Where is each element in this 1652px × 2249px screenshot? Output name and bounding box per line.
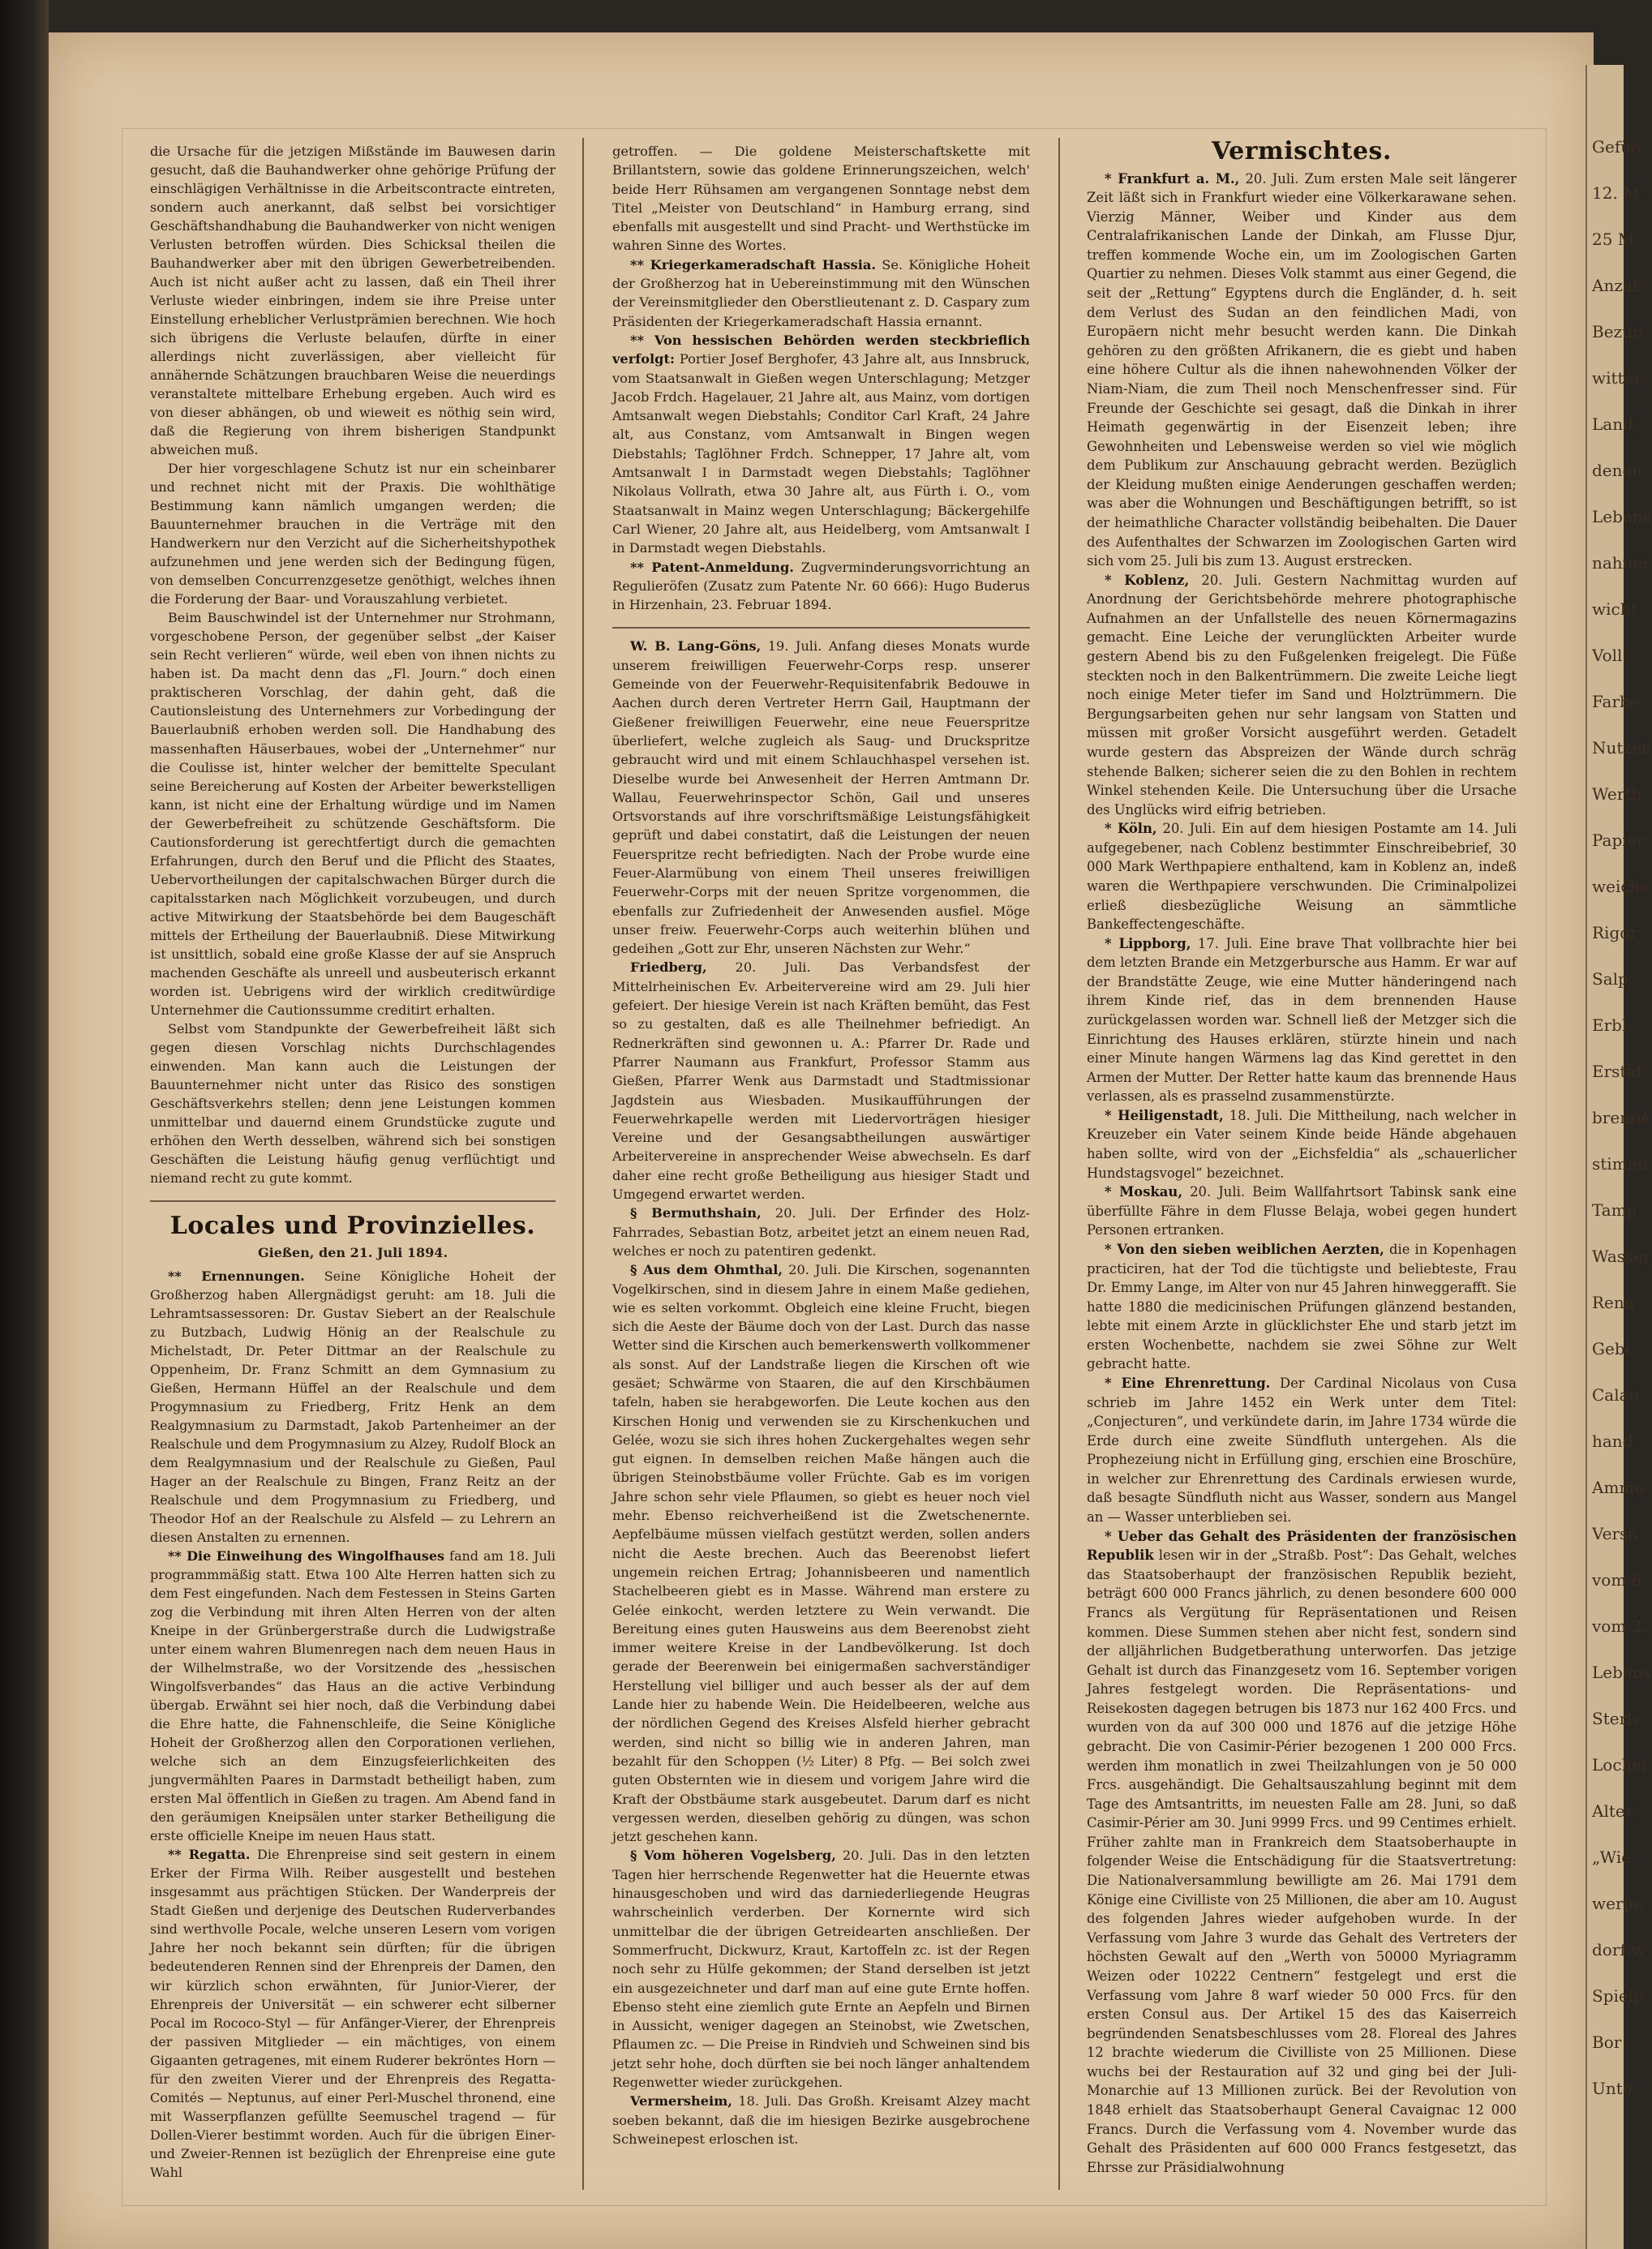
- adjacent-page-fragment: Versä: [1592, 1524, 1638, 1543]
- item-text: 20. Juli. Das Verbandsfest der Mittelrheinischen Ev. Arbeitervereine wird am 29. Juli hier gefeiert. Der hiesige Verein ist nach Kräften bemüht, das Fest so zu gestalten, daß es alle Theilnehmer befriedigt. An Rednerkräften sind gewonnen u. A.: Pfarrer Dr. Rade und Pfarrer Naumann aus Frankfurt, Professor Stamm aus Gießen, Pfarrer Wenk aus Darmstadt und Stadtmissionar Jagdstein aus Wiesbaden. Musikaufführungen der Feuerwehrkapelle werden mit Liedervorträgen hiesiger Vereine und der Gesangsabtheilungen auswärtiger Arbeitervereine in ansprechender Weise abwechseln. Es darf daher eine recht große Betheiligung aus hiesiger Stadt und Umgegend erwartet werden.: [612, 959, 1030, 1203]
- adjacent-page-fragment: wicht: [1592, 599, 1637, 619]
- item-text: 18. Juli. Die Mittheilung, nach welcher in Kreuzeber ein Vater seinem Kinde beide Hände abgehauen haben sollte, wird von der „Eichsfeldia“ als „schauerlicher Hundstagsvogel“ bezeichnet.: [1087, 1107, 1517, 1181]
- adjacent-page-fragment: vom 6.: [1592, 1570, 1647, 1590]
- item-text: 17. Juli. Eine brave That vollbrachte hier bei dem letzten Brande ein Metzgerbursche aus Hamm. Er war auf der Brandstätte Zeuge, wie eine Mutter händeringend nach ihrem Kinde rief, das in dem brennenden Hause zurückgelassen worden war. Schnell ließ der Metzger sich die Einrichtung des Hauses erklären, stürzte hinein und nach einer Minute hangen Wärmens lag das Kind gerettet in den Armen der Mutter. Der Retter hatte kaum das brennende Haus verlassen, als es prasselnd zusammenstürzte.: [1087, 935, 1517, 1105]
- article-text: die Ursache für die jetzigen Mißstände im Bauwesen darin gesucht, daß die Bauhandwerker ohne gehörige Prüfung der einschlägigen Verhältnisse in die Arbeitscontracte eintreten, sondern auch anerkannt, daß selbst bei vorsichtiger Geschäftshandhabung die Bauhandwerker von nicht wenigen Verlusten betroffen würden. Dies Schicksal theilen die Bauhandwerker aber mit den übrigen Gewerbetreibenden. Auch ist nicht außer acht zu lassen, daß ein Theil ihrer Verluste wieder einbringen, indem sie ihre Preise unter Einstellung erheblicher Verlustprämien berechnen. Wie hoch sich übrigens die Verluste belaufen, dürfte in einer allerdings nicht zuverlässigen, aber vielleicht für annähernde Schätzungen brauchbaren Weise die neuerdings veranstaltete mittelbare Erhebung ergeben. Auch wird es von dieser abhängen, ob und wieweit es nöthig sein wird, daß die Regierung von ihrem bisherigen Standpunkt abweichen muß.: [150, 144, 556, 458]
- item-text: lesen wir in der „Straßb. Post“: Das Gehalt, welches das Staatsoberhaupt der französischen Republik bezieht, beträgt 600 000 Francs jährlich, zu denen besondere 600 000 Francs als Vergütung für Repräsentationen und Reisen kommen. Diese Summen stehen aber nicht fest, sondern sind der alljährlichen Budgetberathung unterworfen. Das jetzige Gehalt ist durch das Finanzgesetz vom 16. September vorigen Jahres festgelegt worden. Die Repräsentations- und Reisekosten dagegen betrugen bis 1873 nur 162 400 Frcs. und wurden von da auf 300 000 und 1876 auf die jetzige Höhe gebracht. Die von Casimir-Périer bezogenen 1 200 000 Frcs. werden ihm monatlich in zwei Theilzahlungen von je 50 000 Frcs. ausgehändigt. Die Gehaltsauszahlung beginnt mit dem Tage des Amtsantritts, im neuesten Falle am 28. Juni, so daß Casimir-Périer am 30. Juni 9999 Frcs. und 99 Centimes erhielt. Früher zahlte man in Frankreich dem Staatsoberhaupte in folgender Weise die Entschädigung für die Staatsvertretung: Die Nationalversammlung bewilligte am 26. Mai 1791 dem Könige eine Civilliste von 25 Millionen, die aber am 10. August des folgenden Jahres wieder aufgehoben wurde. In der Verfassung vom Jahre 3 wurde das Gehalt des Vertreters der höchsten Gewalt auf den „Werth von 50000 Myriagramm Weizen oder 10222 Centnern“ festgelegt und erst die Verfassung vom Jahre 8 warf wieder 50 000 Frcs. für den ersten Consul aus. Der Artikel 15 des das Kaiserreich begründenden Senatsbeschlusses vom 28. Floreal des Jahres 12 brachte wiederum die Civilliste von 25 Millionen. Diese wuchs bei der Restauration auf 32 und ging bei der Juli-Monarchie auf 13 Millionen zurück. Bei der Revolution von 1848 erhielt das Staatsoberhaupt General Cavaignac 12 000 Francs. Durch die Verfassung vom 4. November wurde das Gehalt des Präsidenten auf 600 000 Francs festgesetzt, das Ehrsse zur Präsidialwohnung: [1087, 1547, 1517, 2175]
- column-rule-2: [1058, 138, 1060, 2190]
- section-divider: [612, 627, 1030, 629]
- adjacent-page-fragment: Erstat: [1592, 1062, 1643, 1081]
- adjacent-page-fragment: dorf w: [1592, 1940, 1646, 1959]
- adjacent-page-fragment: Bor: [1592, 2032, 1622, 2052]
- adjacent-page-fragment: Erbl: [1592, 1015, 1628, 1035]
- item-lead: ** Patent-Anmeldung.: [630, 559, 794, 575]
- item-text: 20. Juli. Der Erfinder des Holz-Fahrrades, Sebastian Botz, arbeitet jetzt an einem neuen Rad, welches er noch zu patentiren gedenkt.: [612, 1205, 1030, 1259]
- item-lead: * Eine Ehrenrettung.: [1105, 1376, 1271, 1391]
- item-lead: ** Ernennungen.: [168, 1268, 305, 1284]
- item-text: Seine Königliche Hoheit der Großherzog haben Allergnädigst geruht: am 18. Juli die Lehramtsassessoren: Dr. Gustav Siebert an der Realschule zu Butzbach, Ludwig Hönig an der Realschule zu Michelstadt, Dr. Peter Dittmar an der Realschule zu Oppenheim, Dr. Franz Schmitt an dem Gymnasium zu Gießen, Hermann Hüffel an der Realschule und dem Progymnasium zu Friedberg, Fritz Henk an dem Realgymnasium zu Darmstadt, Jakob Partenheimer an der Realschule und dem Progymnasium zu Alzey, Rudolf Block an dem Realgymnasium und der Realschule zu Gießen, Paul Hager an der Realschule zu Bingen, Franz Reitz an der Realschule und dem Progymnasium zu Friedberg, und Theodor Hof an der Realschule zu Alsfeld — zu Lehrern an diesen Anstalten zu ernennen.: [150, 1268, 556, 1546]
- item-text: Portier Josef Berghofer, 43 Jahre alt, aus Innsbruck, vom Staatsanwalt in Gießen wegen Unterschlagung; Metzger Jacob Frdch. Hagelauer, 21 Jahre alt, aus Mainz, vom dortigen Amtsanwalt wegen Diebstahls; Conditor Carl Kraft, 24 Jahre alt, aus Constanz, vom Amtsanwalt in Bingen wegen Diebstahls; Taglöhner Frdch. Schnepper, 17 Jahre alt, vom Amtsanwalt I in Darmstadt wegen Diebstahls; Taglöhner Nikolaus Vollrath, etwa 30 Jahre alt, aus Fürth i. O., vom Staatsanwalt in Mainz wegen Unterschlagung; Bäckergehilfe Carl Wiener, 20 Jahre alt, aus Heidelberg, vom Amtsanwalt I in Darmstadt wegen Diebstahls.: [612, 351, 1030, 556]
- adjacent-page-fragment: brenne: [1592, 1108, 1650, 1127]
- section-heading-locales: Locales und Provinzielles.: [169, 1211, 536, 1240]
- section-divider: [150, 1200, 556, 1202]
- item-text: Zugverminderungsvorrichtung an Regulieröfen (Zusatz zum Patente Nr. 60 666): Hugo Buderus in Hirzenhain, 23. Februar 1894.: [612, 559, 1030, 613]
- item-text: 18. Juli. Das Großh. Kreisamt Alzey macht soeben bekannt, daß die im hiesigen Bezirke ausgebrochene Schweinepest erloschen ist.: [612, 2093, 1030, 2147]
- adjacent-page-fragment: Salp: [1592, 969, 1628, 989]
- adjacent-page-fragment: Anzah: [1592, 276, 1643, 295]
- item-text: die in Kopenhagen practiciren, hat der Tod die tüchtigste und beliebteste, Frau Dr. Emmy Lange, im Alter von nur 45 Jahren hinweggerafft. Sie hatte 1880 die medicinischen Prüfungen glänzend bestanden, lebte mit einem Arzte in glücklichster Ehe und starb jetzt im ersten Wochenbette, nachdem sie zwei Söhne zur Welt gebracht hatte.: [1087, 1241, 1517, 1372]
- adjacent-page-fragment: denen: [1592, 461, 1643, 480]
- dateline: Gießen, den 21. Juli 1894.: [257, 1244, 448, 1260]
- item-lead: * Heiligenstadt,: [1105, 1107, 1224, 1123]
- item-lead: § Aus dem Ohmthal,: [630, 1262, 783, 1278]
- item-lead: § Bermuthshain,: [630, 1205, 762, 1221]
- item-lead: ** Von hessischen Behörden werden steckbrieflich verfolgt:: [612, 332, 1030, 367]
- adjacent-page-fragment: werpe: [1592, 1894, 1644, 1913]
- column-rule-1: [582, 138, 584, 2190]
- adjacent-page-fragment: „Wie: [1592, 1848, 1632, 1867]
- item-lead: * Moskau,: [1105, 1184, 1183, 1200]
- adjacent-page-fragment: Werth: [1592, 784, 1642, 804]
- column-3: [1087, 137, 1517, 2177]
- adjacent-page-fragment: vom 2.: [1592, 1616, 1647, 1636]
- book-binding: [0, 0, 49, 2249]
- adjacent-page-edge: [1585, 65, 1652, 2249]
- adjacent-page-fragment: Alter: [1592, 1801, 1633, 1821]
- item-lead: W. B. Lang-Göns,: [630, 638, 762, 655]
- adjacent-page-fragment: Nutzen: [1592, 738, 1652, 758]
- item-lead: Vermersheim,: [630, 2093, 732, 2110]
- column-2: [612, 142, 1030, 2148]
- item-lead: § Vom höheren Vogelsberg,: [630, 1848, 836, 1864]
- item-lead: Friedberg,: [630, 959, 707, 976]
- item-text: Der Cardinal Nicolaus von Cusa schrieb im Jahre 1452 ein Werk unter dem Titel: „Conjecturen“, und verkündete darin, im Jahre 1734 würde die Erde durch eine zweite Sündfluth untergehen. Als die Prophezeiung nicht in Erfüllung ging, erschien eine Broschüre, in welcher zur Ehrenrettung des Cardinals erwiesen wurde, daß besagte Sündfluth nicht aus Wasser, sondern aus Mangel an — Wasser unterblieben sei.: [1087, 1376, 1517, 1526]
- adjacent-page-fragment: nahme: [1592, 553, 1648, 573]
- adjacent-page-fragment: Tamp: [1592, 1200, 1637, 1220]
- adjacent-page-fragment: Locher: [1592, 1755, 1650, 1775]
- adjacent-page-fragment: Unte: [1592, 2079, 1633, 2098]
- adjacent-page-fragment: 25 M: [1592, 230, 1635, 249]
- adjacent-page-fragment: Bezüg: [1592, 322, 1643, 341]
- adjacent-page-fragment: Lebens: [1592, 507, 1651, 526]
- adjacent-page-fragment: weiche: [1592, 877, 1650, 896]
- adjacent-page-fragment: Spielp: [1592, 1986, 1644, 2006]
- adjacent-page-fragment: Gebi: [1592, 1339, 1631, 1358]
- adjacent-page-fragment: Rigor: [1592, 923, 1637, 942]
- item-lead: ** Die Einweihung des Wingolfhauses: [168, 1548, 445, 1564]
- adjacent-page-fragment: Farbe: [1592, 692, 1640, 711]
- adjacent-page-fragment: Voll: [1592, 646, 1623, 665]
- adjacent-page-fragment: stimmt: [1592, 1154, 1650, 1174]
- article-text: Beim Bauschwindel ist der Unternehmer nur Strohmann, vorgeschobene Person, der gegenüber selbst „der Kaiser sein Recht verlieren“ würde, weil eben von ihnen nichts zu haben ist. Da macht denn das „Fl. Journ.“ doch einen praktischeren Vorschlag, der dahin geht, daß die Cautionsleistung des Unternehmers zur Vorbedingung der Bauerlaubniß erhoben werden soll. Die Handhabung des massenhaften Häuserbaues, wobei der „Unternehmer“ nur die Coulisse ist, hinter welcher der bemittelte Speculant seine Bereicherung auf Kosten der Arbeiter bewerkstelligen kann, ist nicht eine der Erhaltung würdige und im Namen der Gewerbefreiheit zu schützende Geschäftsform. Die Cautionsforderung ist gerechtfertigt durch die gemachten Erfahrungen, durch den Beruf und die Pflicht des Staates, Uebervortheilungen der capitalschwachen Bürger durch die capitalsstarken nach Möglichkeit vorzubeugen, und durch active Mitwirkung der Staatsbehörde bei dem Baugeschäft mittels der Ertheilung der Bauerlaubniß. Diese Mitwirkung ist unsittlich, sobald eine große Klasse der auf sie Anspruch machenden Geschäfte als unreell und ausbeuterisch erkannt worden ist. Uebrigens wird der wirklich creditwürdige Unternehmer die Cautionssumme creditirt erhalten.: [150, 610, 556, 1018]
- item-text: 20. Juli. Zum ersten Male seit längerer Zeit läßt sich in Frankfurt wieder eine Völkerkarawane sehen. Vierzig Männer, Weiber und Kinder aus dem Centralafrikanischen Lande der Dinkah, am Flusse Djur, treffen kommende Woche ein, um im Zoologischen Garten Quartier zu nehmen. Dieses Volk stammt aus einer Gegend, die seit der „Rettung“ Egyptens durch die Engländer, d. h. seit dem Verlust des Sudan an den feindlichen Madi, von Europäern nicht mehr besucht werden kann. Die Dinkah gehören zu den größten Afrikanern, die es giebt und haben eine höhere Cultur als die ihnen nahewohnenden Völker der Niam-Niam, die zum Theil noch Menschenfresser sind. Für Freunde der Geschichte sei gesagt, daß die Dinkah in ihrer Heimath gegenwärtig in der Eisenzeit leben; ihre Gewohnheiten und Lebensweise werden so viel wie möglich dem Publikum zur Anschauung gebracht werden. Bezüglich der Kleidung mußten einige Aenderungen geschaffen werden; was aber die Wohnungen und Beschäftigungen betrifft, so ist der heimathliche Character vollständig beibehalten. Die Dauer des Aufenthaltes der Schwarzen im Zoologischen Garten wird sich vom 25. Juli bis zum 13. August erstrecken.: [1087, 170, 1517, 569]
- article-text: Der hier vorgeschlagene Schutz ist nur ein scheinbarer und rechnet nicht mit der Praxis. Die wohlthätige Bestimmung kann nämlich umgangen werden; die Bauunternehmer brauchen in die Verträge mit den Handwerkern nur den Verzicht auf die Sicherheitshypothek aufzunehmen und jene werden sich der Bedingung fügen, von demselben Concurrenzgesetze genöthigt, welches ihnen die Forderung der Baar- und Vorauszahlung verbietet.: [150, 461, 556, 607]
- item-text: fand am 18. Juli programmmäßig statt. Etwa 100 Alte Herren hatten sich zu dem Fest eingefunden. Nach dem Festessen in Steins Garten zog die Verbindung mit ihren Alten Herren von der alten Kneipe in der Grünbergerstraße durch die Ludwigstraße unter einem wahren Blumenregen nach dem neuen Haus in der Wilhelmstraße, wo der Vorsitzende des „hessischen Wingolfsverbandes“ das Haus an die active Verbindung übergab. Erwähnt sei hier noch, daß die Verbindung dabei die Ehre hatte, die Fahnenschleife, die Seine Königliche Hoheit der Großherzog allen den Corporationen verliehen, welche sich an dem Einzugsfeierlichkeiten des jungvermählten Paares in Darmstadt betheiligt haben, zum ersten Mal öffentlich in Gießen zu tragen. Am Abend fand in den geräumigen Kneipsälen unter starker Betheiligung die erste officielle Kneipe im neuen Haus statt.: [150, 1548, 556, 1844]
- adjacent-page-fragment: Calan: [1592, 1385, 1640, 1405]
- adjacent-page-fragment: witter: [1592, 368, 1641, 388]
- adjacent-page-fragment: hand: [1592, 1431, 1633, 1451]
- item-lead: * Frankfurt a. M.,: [1105, 170, 1240, 187]
- adjacent-page-fragment: Sterb: [1592, 1709, 1637, 1728]
- adjacent-page-fragment: Renn: [1592, 1293, 1635, 1312]
- item-lead: * Von den sieben weiblichen Aerzten,: [1105, 1241, 1384, 1257]
- item-lead: ** Kriegerkameradschaft Hassia.: [630, 256, 877, 273]
- item-text: 20. Juli. Das in den letzten Tagen hier herrschende Regenwetter hat die Heuernte etwas hinausgeschoben und wird das darniederliegende Heugras wahrscheinlich verderben. Der Kornernte wird sich unmittelbar die der übrigen Getreidearten anschließen. Der Sommerfrucht, Dickwurz, Kraut, Kartoffeln zc. ist der Regen noch sehr zu Hülfe gekommen; der Stand derselben ist jetzt ein ausgezeichneter und darf man auf eine gute Ernte hoffen. Ebenso steht eine ziemlich gute Ernte an Aepfeln und Birnen in Aussicht, weniger dagegen an Steinobst, wie Zwetschen, Pflaumen zc. — Die Preise in Rindvieh und Schweinen sind bis jetzt sehr hohe, doch dürften sie bei noch länger anhaltendem Regenwetter wieder zurückgehen.: [612, 1848, 1030, 2090]
- adjacent-page-fragment: Gefün: [1592, 137, 1641, 157]
- item-text: 20. Juli. Ein auf dem hiesigen Postamte am 14. Juli aufgegebener, nach Coblenz bestimmter Einschreibebrief, 30 000 Mark Werthpapiere enthaltend, kam in Koblenz an, indeß waren die Werthpapiere verschwunden. Die Criminalpolizei erließ diesbezügliche Weisung an sämmtliche Bankeffectengeschäfte.: [1087, 821, 1517, 933]
- adjacent-page-fragment: Lebens: [1592, 1663, 1651, 1682]
- adjacent-page-fragment: Wasser: [1592, 1247, 1651, 1266]
- item-lead: * Ueber das Gehalt des Präsidenten der französischen Republik: [1087, 1528, 1517, 1564]
- section-heading-vermischtes: Vermischtes.: [1212, 137, 1392, 165]
- item-lead: * Lippborg,: [1105, 935, 1191, 951]
- item-text: 20. Juli. Beim Wallfahrtsort Tabinsk sank eine überfüllte Fähre in dem Flusse Belaja, wobei gegen hundert Personen ertranken.: [1087, 1184, 1517, 1238]
- item-text: 19. Juli. Anfang dieses Monats wurde unserem freiwilligen Feuerwehr-Corps resp. unserer Gemeinde von der Feuerwehr-Requisitenfabrik Bedouwe in Aachen durch deren Vertreter Herrn Gail, Hauptmann der Gießener freiwilligen Feuerwehr, eine neue Feuerspritze überliefert, welche zugleich als Saug- und Druckspritze gebraucht wird und mit einem Schlauchhaspel versehen ist. Dieselbe wurde bei Anwesenheit der Herren Amtmann Dr. Wallau, Feuerwehrinspector Schön, Gail und unseres Ortsvorstands auf ihre vorschriftsmäßige Leistungsfähigkeit geprüft und dabei constatirt, daß die Leistungen der neuen Feuerspritze recht befriedigten. Nach der Probe wurde eine Feuer-Alarmübung von einem Theil unseres freiwilligen Feuerwehr-Corps mit der neuen Spritze vorgenommen, die ebenfalls zur Zufriedenheit der Anwesenden ausfiel. Möge unser freiw. Feuerwehr-Corps auch weiterhin blühen und gedeihen „Gott zur Ehr, unseren Nächsten zur Wehr.“: [612, 638, 1031, 957]
- item-text: 20. Juli. Die Kirschen, sogenannten Vogelkirschen, sind in diesem Jahre in einem Maße gediehen, wie es selten vorkommt. Obgleich eine kleine Frucht, biegen sich die Aeste der Bäume doch von der Last. Durch das nasse Wetter sind die Kirschen auch bemerkenswerth vollkommener als sonst. Auf der Landstraße liegen die Kirschen oft wie gesäet; Schwärme von Staaren, die auf den Kirschbäumen tafeln, haben sie herabgeworfen. Die Leute kochen aus den Kirschen Honig und verwenden sie zu Kirschenkuchen und Gelée, wozu sie sich ihres hohen Zuckergehaltes wegen sehr gut eignen. In demselben reichen Maße hängen auch die übrigen Steinobstbäume voller Früchte. Gab es im vorigen Jahre schon sehr viele Pflaumen, so giebt es heuer noch viel mehr. Ebenso reichverheißend ist die Zwetschenernte. Aepfelbäume müssen vielfach gestützt werden, sollen anders nicht die Aeste brechen. Auch das Beerenobst liefert ungemein reichen Ertrag; Johannisbeeren und namentlich Stachelbeeren giebt es in Masse. Während man erstere zu Gelée einkocht, werden letztere zu Wein verwandt. Die Bereitung eines guten Hausweins aus dem Beerenobst zieht immer weitere Kreise in der Landbevölkerung. Ist doch gerade der Beerenwein bei einigermaßen sachverständiger Herstellung viel billiger und auch besser als der auf dem Lande hier zu habende Wein. Die Heidelbeeren, welche aus der nördlichen Gegend des Kreises Alsfeld hierher gebracht werden, sind nicht so billig wie in anderen Jahren, man bezahlt für den Schoppen (½ Liter) 8 Pfg. — Bei solch zwei guten Obsternten wie in diesem und vorigem Jahre wird die Kraft der Obstbäume stark ausgebeutet. Darum darf es nicht vergessen werden, dieselben gehörig zu düngen, was schon jetzt geschehen kann.: [612, 1262, 1030, 1845]
- item-text: Die Ehrenpreise sind seit gestern in einem Erker der Firma Wilh. Reiber ausgestellt und bestehen insgesammt aus prächtigen Stücken. Der Wanderpreis der Stadt Gießen und derjenige des Deutschen Ruderverbandes sind werthvolle Pocale, welche unseren Lesern vom vorigen Jahre her noch bekannt sein dürften; für die übrigen bedeutenderen Rennen sind der Ehrenpreis der Damen, den wir kürzlich schon erwähnten, für Junior-Vierer, der Ehrenpreis der Universität — ein schwerer echt silberner Pocal im Rococo-Styl — für Anfänger-Vierer, der Ehrenpreis der passiven Mitglieder — ein mächtiges, von einem Gigaanten getragenes, mit einem Ruderer bekröntes Horn — für den zweiten Vierer und der Ehrenpreis des Regatta-Comités — Neptunus, auf einer Perl-Muschel thronend, eine mit Wasserpflanzen gefüllte Seemuschel tragend — für Dollen-Vierer bestimmt worden. Auch für die übrigen Einer- und Zweier-Rennen ist bezüglich der Ehrenpreise eine gute Wahl: [150, 1847, 556, 2180]
- article-text: getroffen. — Die goldene Meisterschaftskette mit Brillantstern, sowie das goldene Erinnerungszeichen, welch' beide Herr Rühsamen am vergangenen Sonntage nebst dem Titel „Meister von Deutschland“ in Hamburg errang, sind ebenfalls mit ausgestellt und sind Pracht- und Werthstücke im wahren Sinne des Wortes.: [612, 144, 1030, 254]
- column-1: [150, 142, 556, 2182]
- item-lead: * Koblenz,: [1105, 572, 1190, 588]
- adjacent-page-fragment: 12. M: [1592, 183, 1640, 203]
- item-text: 20. Juli. Gestern Nachmittag wurden auf Anordnung der Gerichtsbehörde mehrere photographische Aufnahmen an der Unfallstelle des neuen Körnermagazins gemacht. Eine Leiche der verunglückten Arbeiter wurde gestern Abend bis zu den Fußgelenken freigelegt. Die Füße steckten noch in den Balkentrümmern. Die zweite Leiche liegt noch einige Meter tiefer im Sand und Holztrümmern. Die Bergungsarbeiten gehen nur sehr langsam von Statten und müssen mit großer Vorsicht ausgeführt werden. Getadelt wurde gestern das Abspreizen der Wände durch schräg stehende Balken; sicherer seien die zu den Bohlen in rechtem Winkel stehenden Keile. Die Untersuchung über die Ursache des Unglücks wird eifrig betrieben.: [1087, 572, 1517, 818]
- adjacent-page-fragment: Papier: [1592, 830, 1646, 850]
- adjacent-page-fragment: Land: [1592, 414, 1633, 434]
- adjacent-page-fragment: Ammo: [1592, 1478, 1645, 1497]
- item-lead: ** Regatta.: [168, 1847, 251, 1863]
- article-text: Selbst vom Standpunkte der Gewerbefreiheit läßt sich gegen diesen Vorschlag nichts Durchschlagendes einwenden. Man kann auch die Leistungen der Bauunternehmer nicht unter das Risico des sonstigen Geschäftsverkehrs stellen; denn jene Leistungen kommen unmittelbar und dauernd einem Grundstücke zugute und erhöhen den Werth desselben, während sich bei sonstigen Geschäften die Leistung häufig genug verflüchtigt und niemand recht zu gute kommt.: [150, 1020, 556, 1186]
- item-lead: * Köln,: [1105, 821, 1157, 837]
- item-text: Se. Königliche Hoheit der Großherzog hat in Uebereinstimmung mit den Wünschen der Vereinsmitglieder den Oberstlieutenant z. D. Caspary zum Präsidenten der Kriegerkameradschaft Hassia ernannt.: [612, 256, 1030, 329]
